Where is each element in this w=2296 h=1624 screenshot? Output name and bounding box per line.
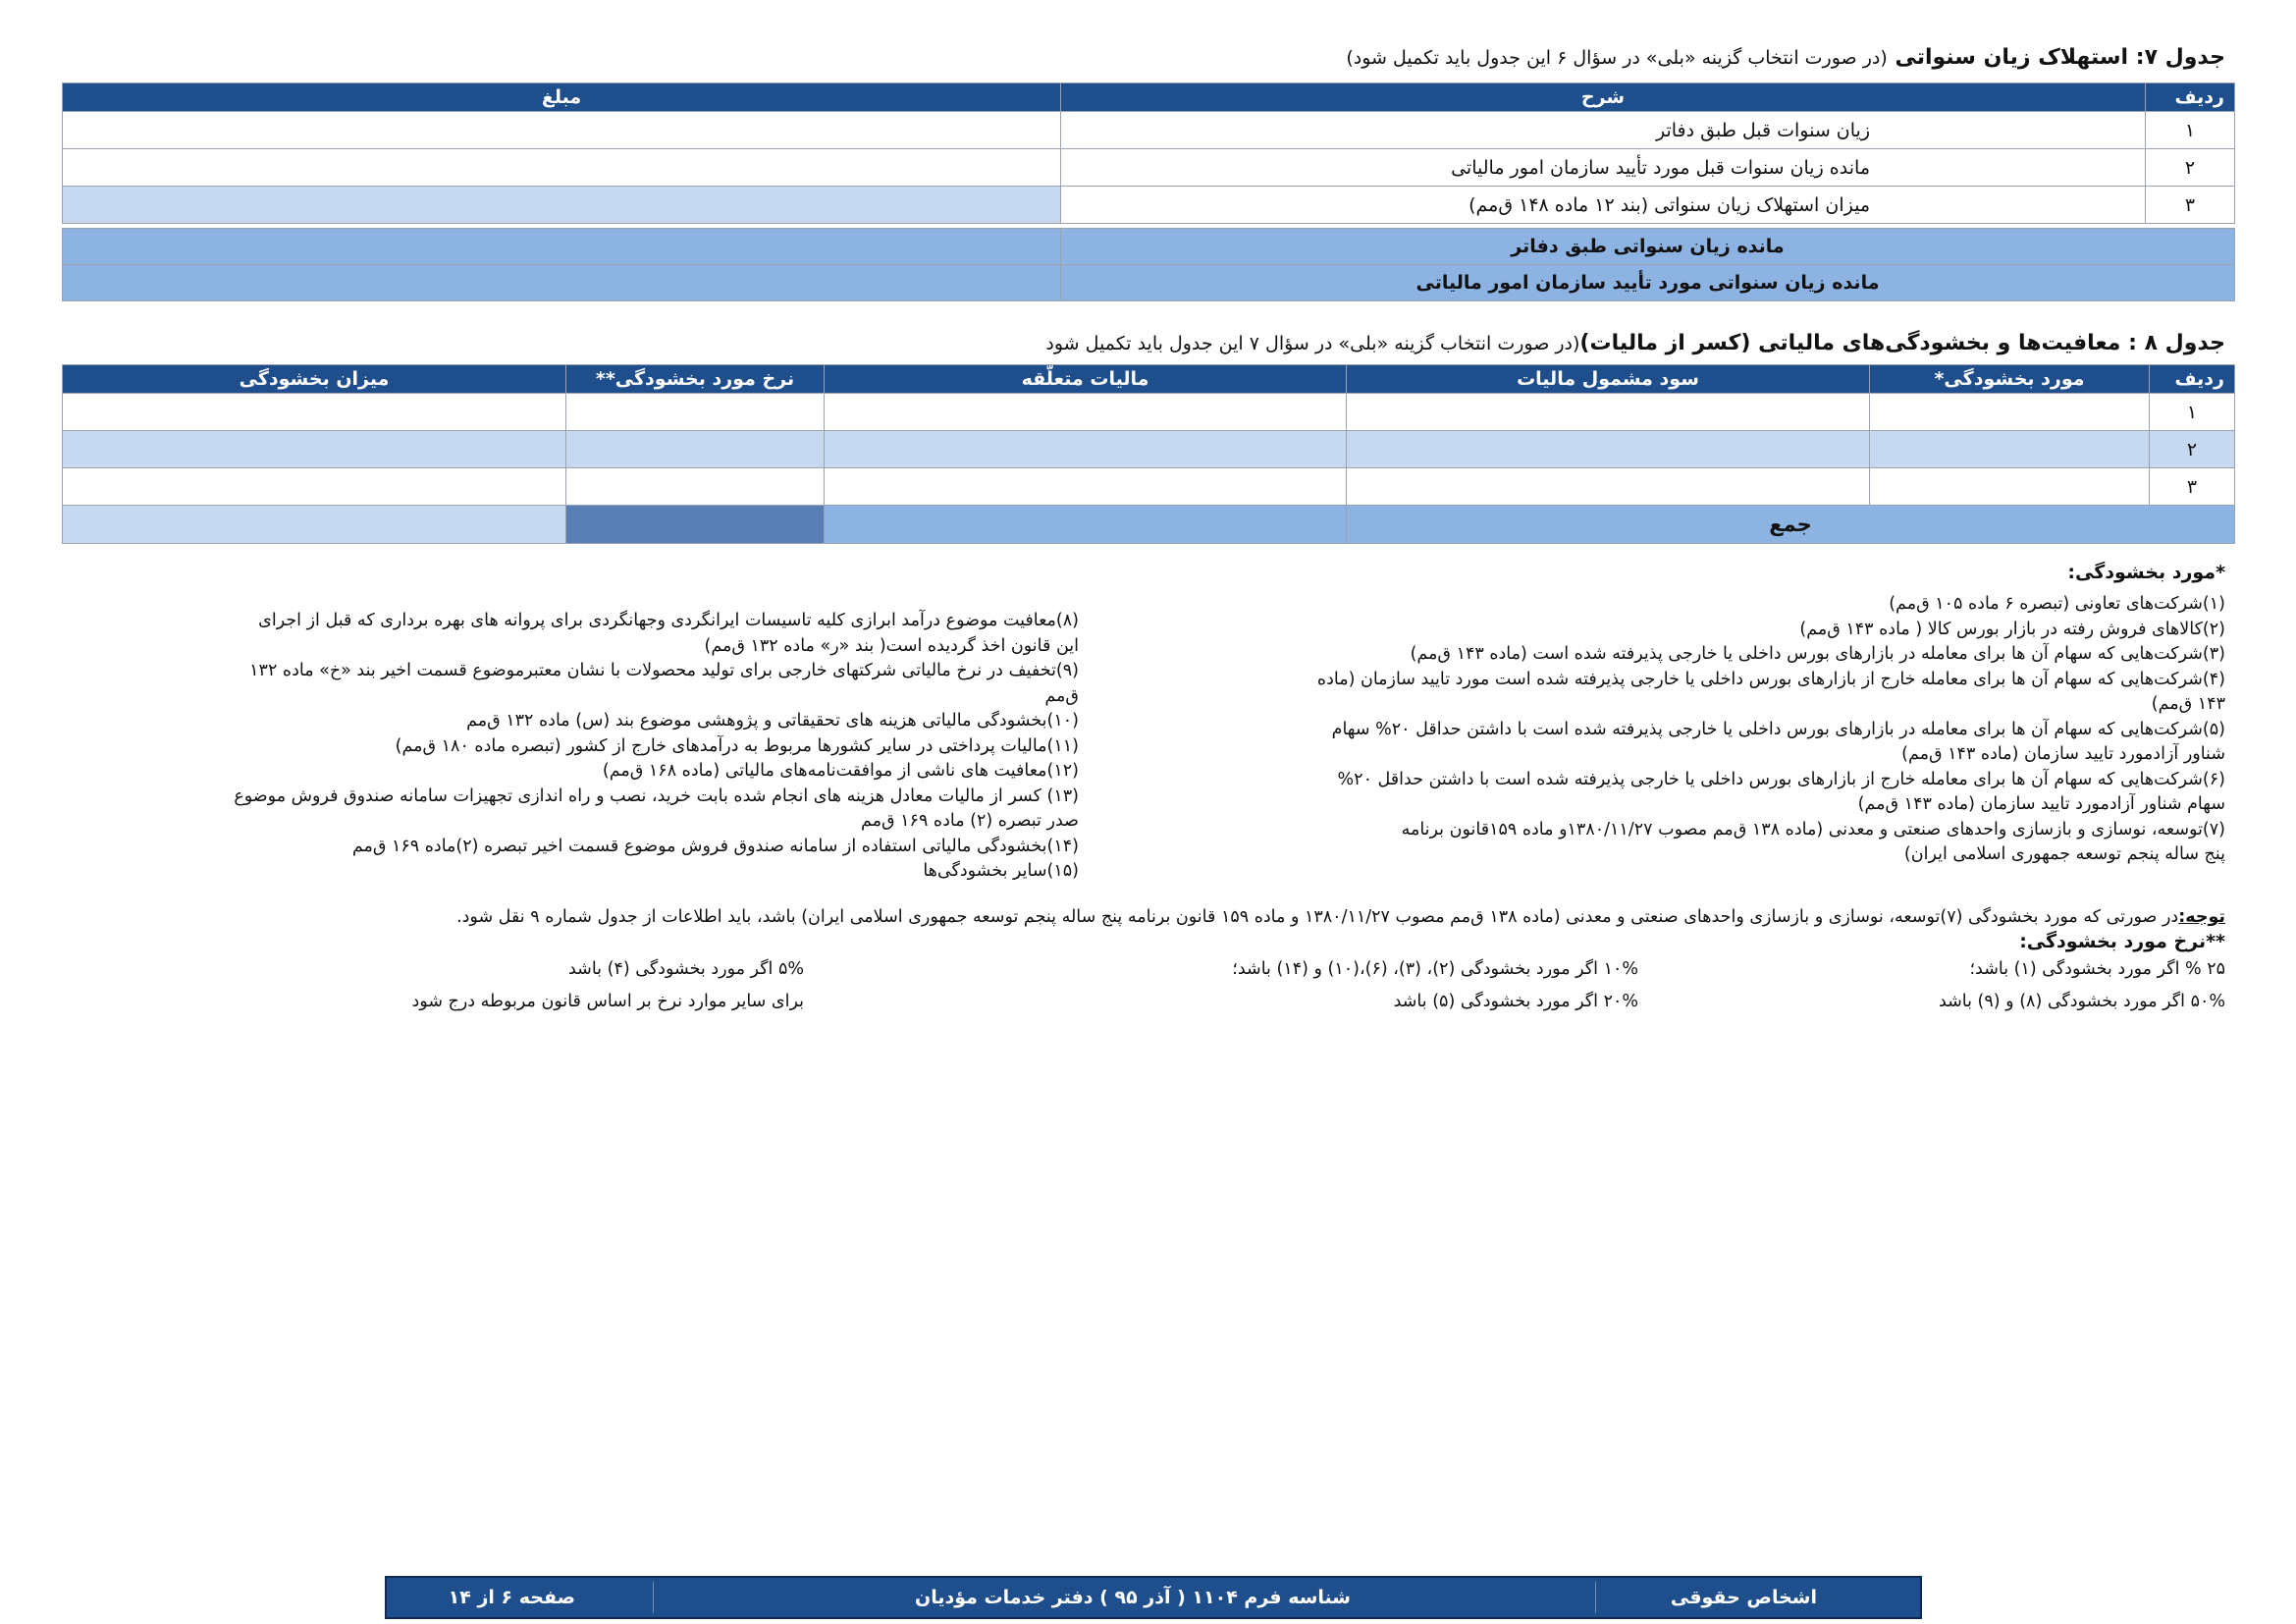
tax-cell[interactable]: [825, 394, 1347, 431]
rate-line: ۱۰% اگر مورد بخشودگی (۲)، (۳)، (۶)،(۱۰) و (۱۴) باشد؛: [1232, 959, 1638, 979]
amount-cell[interactable]: [63, 149, 1061, 187]
table8-header-amount: میزان بخشودگی: [63, 365, 566, 394]
table7-header-row: [63, 83, 2235, 112]
table-row: [63, 112, 2235, 149]
attention-note: [456, 905, 2225, 931]
row-description: میزان استهلاک زیان سنواتی (بند ۱۲ ماده ۱۴۸ ق‌مم): [1061, 187, 2146, 224]
rate-cell[interactable]: [566, 394, 825, 431]
table-row: [63, 468, 2235, 506]
row-description: زیان سنوات قبل طبق دفاتر: [1061, 112, 2146, 149]
table8-header-row: [63, 365, 2235, 394]
tax-cell[interactable]: [825, 431, 1347, 468]
table-row: [63, 431, 2235, 468]
table7-header-amount: مبلغ: [63, 83, 1061, 112]
rate-line: ۲۰% اگر مورد بخشودگی (۵) باشد: [1393, 992, 1638, 1011]
total-amount[interactable]: [63, 506, 566, 544]
table8-header-row-no: ردیف: [2150, 365, 2235, 394]
summary-row: [63, 265, 2235, 301]
total-row: [63, 506, 2235, 544]
note-item: (۲)کالاهای فروش رفته در بازار بورس کالا ( ماده ۱۴۳ ق‌مم): [1799, 619, 2225, 639]
note-item: ق‌مم: [1044, 685, 1079, 706]
amount-cell[interactable]: [63, 468, 566, 506]
footer-entity: اشخاص حقوقی: [1670, 1587, 1817, 1608]
footer-form-id: شناسه فرم ۱۱۰۴ ( آذر ۹۵ ) دفتر خدمات مؤدیان: [914, 1587, 1351, 1608]
table7-summary: [62, 228, 2235, 301]
row-index: ۳: [2146, 187, 2235, 224]
table8-header-profit: سود مشمول مالیات: [1347, 365, 1870, 394]
note-item: (۱۰)بخشودگی مالیاتی هزینه های تحقیقاتی و پژوهشی موضوع بند (س) ماده ۱۳۲ ق‌مم: [466, 711, 1079, 731]
attention-label: توجه:: [2178, 907, 2225, 927]
note-item: (۱۱)مالیات پرداختی در سایر کشورها مربوط به درآمدهای خارج از کشور (تبصره ماده ۱۸۰ ق‌مم): [395, 735, 1079, 756]
note-item: (۸)معافیت موضوع درآمد ابرازی کلیه تاسیسات ایرانگردی وجهانگردی برای پروانه های بهره برداری که قبل از اجرای: [258, 611, 1079, 630]
amount-cell[interactable]: [63, 187, 1061, 224]
note-item: (۷)توسعه، نوسازی و بازسازی واحدهای صنعتی و معدنی (ماده ۱۳۸ ق‌مم مصوب ۱۳۸۰/۱۱/۲۷و ماده ۱۵۹قانون برنامه: [1401, 819, 2225, 839]
amount-cell[interactable]: [63, 394, 566, 431]
amount-cell[interactable]: [63, 112, 1061, 149]
footer-divider: [653, 1582, 654, 1613]
footer-divider: [1595, 1582, 1596, 1613]
note-item: (۵)شرکت‌هایی که سهام آن ها برای معامله در بازارهای بورس داخلی یا خارجی پذیرفته شده است با داشتن حداقل ۲۰% سهام: [1331, 719, 2225, 739]
row-index: ۱: [2146, 112, 2235, 149]
table8-header-rate: نرخ مورد بخشودگی**: [566, 365, 825, 394]
table8-title: جدول ۸ : معافیت‌ها و بخشودگی‌های مالیاتی (کسر از مالیات): [1579, 331, 2225, 355]
table7-header-desc: شرح: [1061, 83, 2146, 112]
table7-title-line: [1346, 45, 2225, 70]
case-cell[interactable]: [1870, 468, 2150, 506]
table8-title-line: [1045, 331, 2225, 355]
row-index: ۱: [2150, 394, 2235, 431]
summary-label-approved: مانده زیان سنواتی مورد تأیید سازمان امور مالیاتی: [1061, 265, 2235, 301]
table-row: [63, 149, 2235, 187]
table8-header-tax: مالیات متعلّقه: [825, 365, 1347, 394]
rate-line: برای سایر موارد نرخ بر اساس قانون مربوطه درج شود: [411, 992, 804, 1011]
profit-cell[interactable]: [1347, 431, 1870, 468]
note-item: (۱۲)معافیت های ناشی از موافقت‌نامه‌های مالیاتی (ماده ۱۶۸ ق‌مم): [602, 761, 1079, 781]
row-index: ۲: [2150, 431, 2235, 468]
note-item: (۱۴)بخشودگی مالیاتی استفاده از سامانه صندوق فروش موضوع قسمت اخیر تبصره (۲)ماده ۱۶۹ ق‌مم: [351, 836, 1079, 856]
table8-subtitle: (در صورت انتخاب گزینه «بلی» در سؤال ۷ این جدول باید تکمیل شود: [1045, 333, 1580, 354]
table8-header-case: مورد بخشودگی*: [1870, 365, 2150, 394]
note-item: (۴)شرکت‌هایی که سهام آن ها برای معامله خارج از بازارهای بورس داخلی یا خارجی پذیرفته شده است مورد تایید سازمان (ماده: [1316, 669, 2225, 689]
row-index: ۳: [2150, 468, 2235, 506]
total-rate-disabled: [566, 506, 825, 544]
note-item: ۱۴۳ ق‌مم): [2151, 694, 2225, 714]
table7-subtitle: (در صورت انتخاب گزینه «بلی» در سؤال ۶ این جدول باید تکمیل شود): [1346, 47, 1888, 69]
summary-label-books: مانده زیان سنواتی طبق دفاتر: [1061, 229, 2235, 265]
summary-value-books[interactable]: [63, 229, 1061, 265]
note-item: (۱۵)سایر بخشودگی‌ها: [923, 861, 1079, 881]
tax-cell[interactable]: [825, 468, 1347, 506]
table-row: [63, 394, 2235, 431]
note-item: شناور آزادمورد تایید سازمان (ماده ۱۴۳ ق‌مم): [1901, 744, 2225, 764]
notes-left-column: [78, 609, 1079, 885]
profit-cell[interactable]: [1347, 468, 1870, 506]
summary-value-approved[interactable]: [63, 265, 1061, 301]
table8: [62, 364, 2235, 544]
rate-line: ۵% اگر مورد بخشودگی (۴) باشد: [567, 959, 804, 979]
note-item: (۱)شرکت‌های تعاونی (تبصره ۶ ماده ۱۰۵ ق‌مم): [1889, 594, 2225, 614]
profit-cell[interactable]: [1347, 394, 1870, 431]
note-item: (۳)شرکت‌هایی که سهام آن ها برای معامله در بازارهای بورس داخلی یا خارجی پذیرفته شده است (ماده ۱۴۳ ق‌مم): [1410, 644, 2225, 664]
note-item: (۱۳) کسر از مالیات معادل هزینه های انجام شده بابت خرید، نصب و راه اندازی تجهیزات سامانه صندوق فروش موضوع: [234, 785, 1079, 806]
total-tax[interactable]: [825, 506, 1347, 544]
note-item: این قانون اخذ گردیده است( بند «ر» ماده ۱۳۲ ق‌مم): [704, 635, 1079, 656]
total-label: جمع: [1347, 506, 2235, 544]
rate-line: ۲۵ % اگر مورد بخشودگی (۱) باشد؛: [1969, 959, 2225, 979]
rate-heading: **نرخ مورد بخشودگی:: [2019, 931, 2225, 952]
note-item: سهام شناور آزادمورد تایید سازمان (ماده ۱۴۳ ق‌مم): [1857, 794, 2225, 814]
note-item: صدر تبصره (۲) ماده ۱۶۹ ق‌مم: [860, 811, 1079, 831]
case-cell[interactable]: [1870, 431, 2150, 468]
rate-cell[interactable]: [566, 431, 825, 468]
table7-title: جدول ۷: استهلاک زیان سنواتی: [1895, 45, 2225, 70]
table7-header-row-no: ردیف: [2146, 83, 2235, 112]
notes-heading: *مورد بخشودگی:: [2067, 562, 2225, 583]
row-description: مانده زیان سنوات قبل مورد تأیید سازمان امور مالیاتی: [1061, 149, 2146, 187]
note-item: (۶)شرکت‌هایی که سهام آن ها برای معامله خارج از بازارهای بورس داخلی یا خارجی پذیرفته شده است با داشتن حداقل ۲۰%: [1337, 769, 2225, 789]
note-item: پنج ساله پنجم توسعه جمهوری اسلامی ایران): [1903, 844, 2225, 864]
rate-cell[interactable]: [566, 468, 825, 506]
table-row: [63, 187, 2235, 224]
page-footer: [385, 1576, 1922, 1619]
attention-text: در صورتی که مورد بخشودگی (۷)توسعه، نوسازی و بازسازی واحدهای صنعتی و معدنی (ماده ۱۳۸ ق‌مم مصوب ۱۳۸۰/۱۱/۲۷ و ماده ۱۵۹ قانون برنامه پنج ساله پنجم توسعه جمهوری اسلامی ایران) باشد، باید اطلاعات از جدول شماره ۹ نقل شود.: [456, 907, 2179, 927]
row-index: ۲: [2146, 149, 2235, 187]
rate-line: ۵۰% اگر مورد بخشودگی (۸) و (۹) باشد: [1938, 992, 2225, 1011]
summary-row: [63, 229, 2235, 265]
notes-right-column: [1185, 592, 2225, 868]
case-cell[interactable]: [1870, 394, 2150, 431]
footer-page-number: صفحه ۶ از ۱۴: [448, 1587, 575, 1608]
table7: [62, 82, 2235, 224]
note-item: (۹)تخفیف در نرخ مالیاتی شرکتهای خارجی برای تولید محصولات با نشان معتبرموضوع قسمت اخیر بند «خ» ماده ۱۳۲: [249, 661, 1079, 680]
amount-cell[interactable]: [63, 431, 566, 468]
